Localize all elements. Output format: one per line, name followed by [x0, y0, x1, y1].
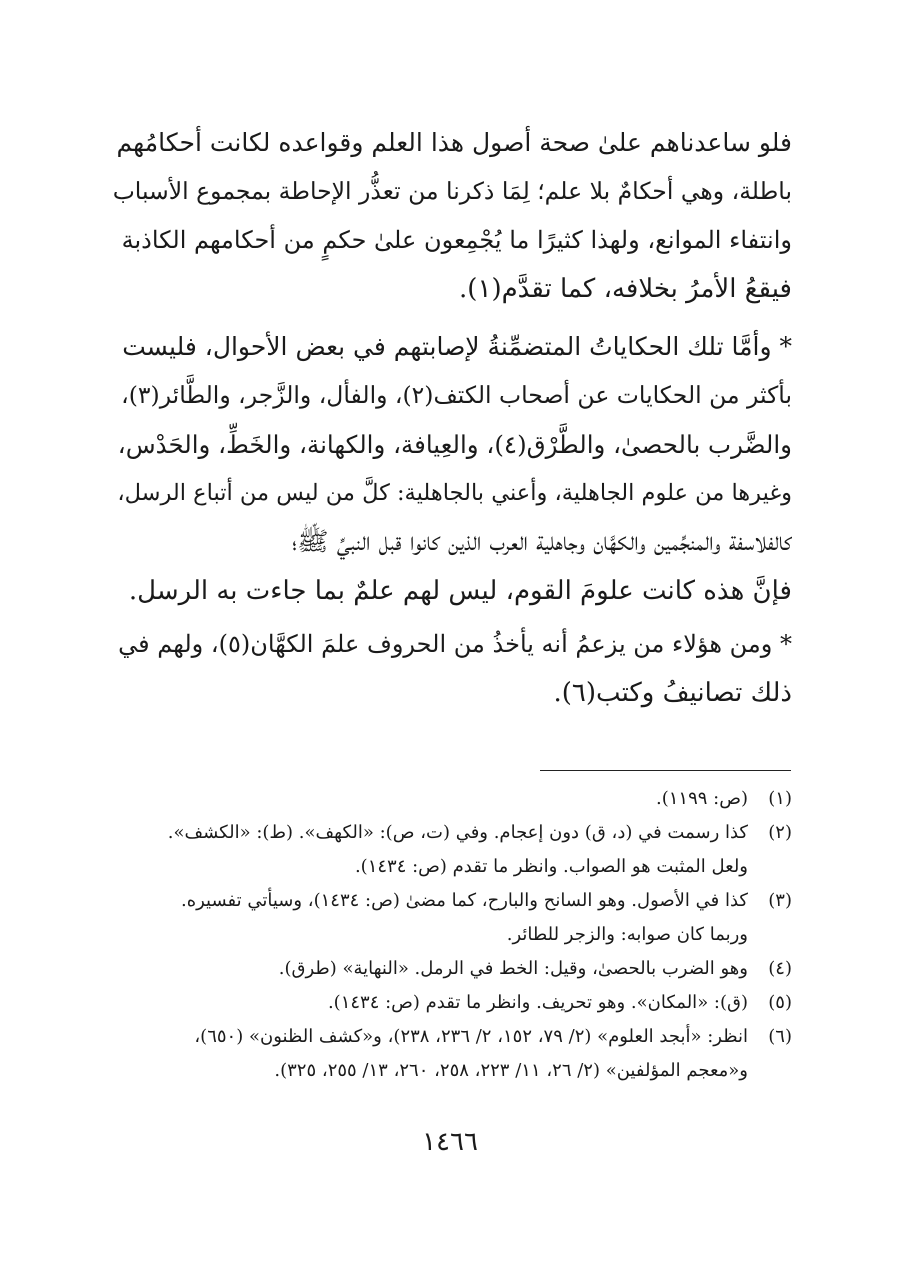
footnote-separator	[540, 770, 791, 771]
text-line: ذلك تصانيفُ وكتب(٦).	[553, 678, 792, 708]
footnote-line: ولعل المثبت هو الصواب. وانظر ما تقدم (ص: ١٤٣٤).	[354, 856, 748, 877]
text-line: كالفلاسفة والمنجِّمين والكهَّان وجاهلية العرب الذين كانوا قبل النبيِّ ﷺ؛	[291, 527, 792, 557]
text-line: فيقعُ الأمرُ بخلافه، كما تقدَّم(١).	[459, 274, 792, 304]
main-paragraph-2	[112, 322, 792, 616]
main-paragraph-3	[112, 620, 792, 718]
text-line: وانتفاء الموانع، ولهذا كثيرًا ما يُجْمِعون علىٰ حكمٍ من أحكامهم الكاذبة	[121, 226, 792, 254]
footnote-text	[112, 952, 748, 986]
footnote-number: (٤)	[768, 958, 792, 979]
footnote-line: (ص: ١١٩٩).	[656, 788, 748, 809]
footnote	[112, 1020, 792, 1088]
footnote-number: (١)	[768, 788, 792, 809]
footnote-number: (٦)	[768, 1026, 792, 1047]
footnotes	[112, 782, 792, 1088]
footnote-text	[112, 816, 748, 884]
text-line: * وأمَّا تلك الحكاياتُ المتضمِّنةُ لإصابتهم في بعض الأحوال، فليست	[122, 332, 792, 361]
footnote-number: (٥)	[768, 992, 792, 1013]
footnote-line: وربما كان صوابه: والزجر للطائر.	[506, 924, 748, 945]
footnote-text	[112, 884, 748, 952]
footnote-line: و«معجم المؤلفين» (٢/ ٢٦، ١١/ ٢٢٣، ٢٥٨، ٢٦٠، ١٣/ ٢٥٥، ٣٢٥).	[274, 1060, 748, 1081]
text-line: * ومن هؤلاء من يزعمُ أنه يأخذُ من الحروف علمَ الكهَّان(٥)، ولهم في	[118, 630, 792, 658]
footnote-text	[112, 986, 748, 1020]
footnote	[112, 952, 792, 986]
text-line: فلو ساعدناهم علىٰ صحة أصول هذا العلم وقواعده لكانت أحكامُهم	[116, 128, 792, 157]
footnote	[112, 884, 792, 952]
main-paragraph-1	[112, 118, 792, 314]
footnote-line: انظر: «أبجد العلوم» (٢/ ٧٩، ١٥٢، ٢/ ٢٣٦، ٢٣٨)، و«كشف الظنون» (٦٥٠)،	[194, 1026, 748, 1047]
footnote-number: (٢)	[768, 822, 792, 843]
text-line: وغيرها من علوم الجاهلية، وأعني بالجاهلية: كلَّ من ليس من أتباع الرسل،	[117, 480, 792, 506]
footnote	[112, 986, 792, 1020]
footnote	[112, 816, 792, 884]
footnote-line: كذا رسمت في (د، ق) دون إعجام. وفي (ت، ص): «الكهف». (ط): «الكشف».	[167, 822, 748, 843]
footnote-text	[112, 782, 748, 816]
footnote-number: (٣)	[768, 890, 792, 911]
text-line: فإنَّ هذه كانت علومَ القوم، ليس لهم علمٌ بما جاءت به الرسل.	[128, 576, 792, 606]
text-line: باطلة، وهي أحكامٌ بلا علم؛ لِمَا ذكرنا من تعذُّر الإحاطة بمجموع الأسباب	[112, 177, 792, 205]
text-line: والضَّرب بالحصىٰ، والطَّرْق(٤)، والعِيافة، والكهانة، والخَطِّ، والحَدْس،	[117, 430, 792, 459]
footnote-text	[112, 1020, 748, 1088]
footnote-line: كذا في الأصول. وهو السانح والبارح، كما مضىٰ (ص: ١٤٣٤)، وسيأتي تفسيره.	[180, 890, 748, 911]
footnote-line: (ق): «المكان». وهو تحريف. وانظر ما تقدم (ص: ١٤٣٤).	[327, 992, 748, 1013]
footnote	[112, 782, 792, 816]
page-number: ١٤٦٦	[422, 1127, 478, 1157]
footnote-line: وهو الضرب بالحصىٰ، وقيل: الخط في الرمل. «النهاية» (طرق).	[278, 958, 748, 979]
text-line: بأكثر من الحكايات عن أصحاب الكتف(٢)، والفأل، والزَّجر، والطَّائر(٣)،	[121, 381, 792, 409]
